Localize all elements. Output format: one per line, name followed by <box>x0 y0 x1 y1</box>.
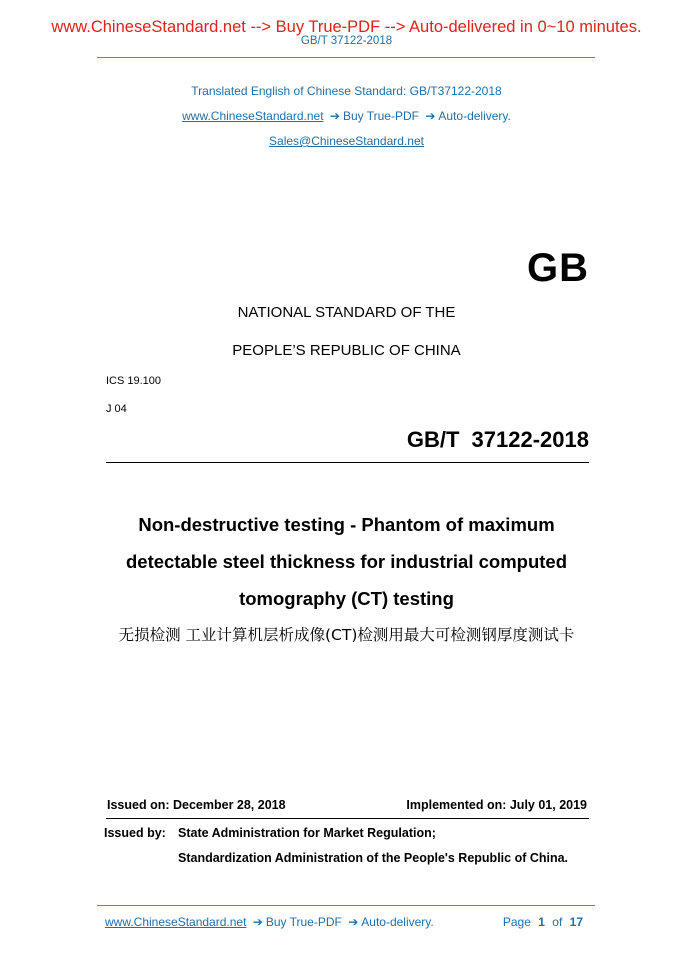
issued-by-line-2: Standardization Administration of the People's Republic of China. <box>178 851 569 865</box>
title-line-2: detectable steel thickness for industrial computed <box>125 551 568 572</box>
promo-banner[interactable]: www.ChineseStandard.net --> Buy True-PDF --> Auto-delivered in 0~10 minutes. <box>51 18 642 36</box>
standard-number-rule <box>106 462 589 463</box>
intro-auto-text: Auto-delivery. <box>438 109 511 123</box>
page-label: Page <box>502 915 531 929</box>
footer-buy-text: Buy True-PDF <box>265 915 342 929</box>
page-total: 17 <box>569 915 583 929</box>
right-arrow-icon: ➔ <box>329 109 340 123</box>
issued-by-line-1: State Administration for Market Regulation; <box>178 826 436 840</box>
page-indicator <box>503 915 583 929</box>
intro-buy-line <box>0 109 693 123</box>
right-arrow-icon: ➔ <box>425 109 436 123</box>
intro-buy-text: Buy True-PDF <box>342 109 419 123</box>
title-line-3: tomography (CT) testing <box>239 588 454 609</box>
gb-mark: GB <box>527 246 589 290</box>
ics-code: ICS 19.100 <box>106 375 162 387</box>
sales-email-link[interactable]: Sales@ChineseStandard.net <box>269 134 424 148</box>
translated-notice: Translated English of Chinese Standard: GB/T37122-2018 <box>191 84 502 98</box>
implemented-on-date: Implemented on: July 01, 2019 <box>406 798 587 812</box>
issued-on-date: Issued on: December 28, 2018 <box>107 798 286 812</box>
ccs-code: J 04 <box>106 403 127 415</box>
dates-rule <box>106 818 589 819</box>
header-divider <box>97 57 595 58</box>
footer-site-link[interactable]: www.ChineseStandard.net <box>105 915 247 929</box>
right-arrow-icon: ➔ <box>348 915 359 929</box>
national-standard-line-1: NATIONAL STANDARD OF THE <box>237 304 456 321</box>
page-current: 1 <box>538 915 545 929</box>
title-line-1: Non-destructive testing - Phantom of maximum <box>138 514 555 535</box>
intro-email-line <box>0 134 693 148</box>
issued-by-label: Issued by: <box>104 826 166 840</box>
page-of: of <box>552 915 563 929</box>
footer-auto-text: Auto-delivery. <box>361 915 434 929</box>
footer-buy-line <box>105 915 434 929</box>
header-doc-code: GB/T 37122-2018 <box>300 35 393 47</box>
title-chinese: 无损检测 工业计算机层析成像(CT)检测用最大可检测钢厚度测试卡 <box>118 626 575 644</box>
standard-number: GB/T 37122-2018 <box>406 427 589 452</box>
right-arrow-icon: ➔ <box>252 915 263 929</box>
footer-divider <box>97 905 595 906</box>
intro-site-link[interactable]: www.ChineseStandard.net <box>182 109 324 123</box>
national-standard-line-2: PEOPLE’S REPUBLIC OF CHINA <box>232 342 461 359</box>
